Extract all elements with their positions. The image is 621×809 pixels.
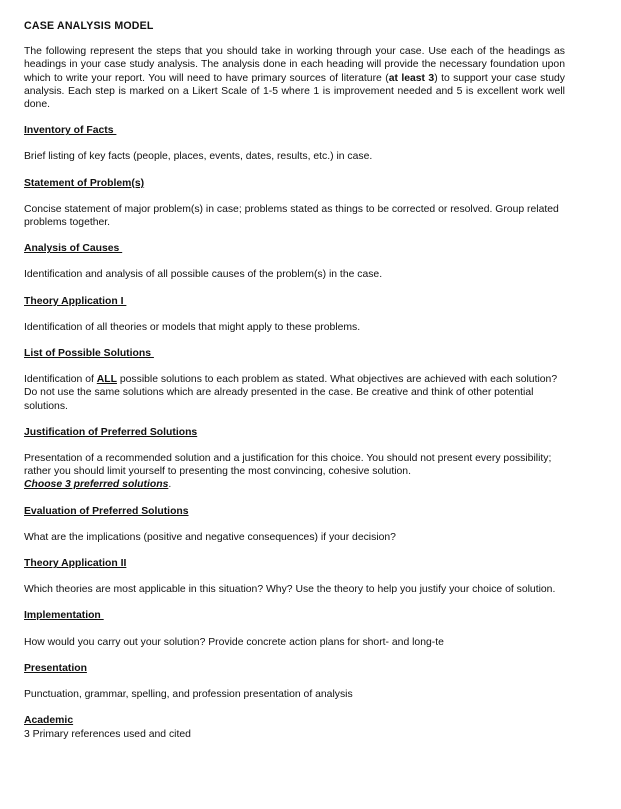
intro-bold-text: at least 3 (388, 72, 435, 84)
description-text-2: possible solutions to each problem as stated. What objectives are achieved with each solution? Do not use the same solutions which are already presented in the case. Be creative and think of other potential solutions. (24, 374, 558, 412)
section-heading: Evaluation of Preferred Solutions (24, 505, 189, 517)
section-evaluation-of-preferred-solutions (24, 505, 565, 544)
section-description (24, 452, 565, 492)
document-title: CASE ANALYSIS MODEL (24, 20, 154, 32)
section-heading: Justification of Preferred Solutions (24, 426, 198, 438)
section-description (24, 373, 565, 413)
section-description: Identification and analysis of all possible causes of the problem(s) in the case. (24, 269, 383, 281)
intro-text-2: ) to support your case study analysis. Each step is marked on a Likert Scale of 1-5 where 1 is improvement needed and 5 is excellent work well done. (24, 72, 565, 111)
section-academic (24, 714, 565, 740)
description-emphasis: ALL (96, 374, 117, 386)
section-heading: List of Possible Solutions (24, 348, 154, 360)
section-theory-application-1 (24, 295, 565, 334)
section-description: Concise statement of major problem(s) in case; problems stated as things to be corrected or resolved. Group related problems together. (24, 203, 559, 229)
section-theory-application-2 (24, 557, 565, 596)
description-text: Presentation of a recommended solution and a justification for this choice. You should not present every possibility; rather you should limit yourself to presenting the most convincing, cohesive solution. (24, 453, 552, 478)
section-inventory-of-facts (24, 124, 565, 163)
description-text-1: Identification of (24, 374, 97, 386)
section-heading: Inventory of Facts (24, 125, 117, 137)
section-heading: Theory Application II (24, 558, 127, 570)
description-note-line (24, 478, 565, 491)
section-description: Identification of all theories or models that might apply to these problems. (24, 321, 361, 333)
section-description: Punctuation, grammar, spelling, and profession presentation of analysis (24, 689, 353, 701)
section-heading: Statement of Problem(s) (24, 177, 145, 189)
section-heading: Academic (24, 715, 74, 727)
section-heading: Theory Application I (24, 295, 127, 307)
section-description: How would you carry out your solution? Provide concrete action plans for short- and long-te (24, 636, 444, 648)
section-heading: Analysis of Causes (24, 243, 123, 255)
section-description: What are the implications (positive and negative consequences) if your decision? (24, 531, 396, 543)
section-description: Which theories are most applicable in this situation? Why? Use the theory to help you justify your choice of solution. (24, 584, 556, 596)
section-justification-of-preferred-solutions (24, 426, 565, 492)
section-description: 3 Primary references used and cited (24, 728, 191, 740)
section-heading: Implementation (24, 610, 104, 622)
section-list-of-possible-solutions (24, 347, 565, 413)
description-note: Choose 3 preferred solutions (24, 479, 169, 491)
section-implementation (24, 609, 565, 648)
section-statement-of-problems (24, 177, 565, 230)
intro-paragraph (24, 45, 565, 111)
section-heading: Presentation (24, 662, 87, 674)
section-presentation (24, 662, 565, 701)
intro-text-1: The following represent the steps that you should take in working through your case. Use each of the headings as headings in your case study analysis. The analysis done in each heading will provide the necessary foundation upon which to write your report. You will need to have primary sources of literature ( (24, 46, 565, 84)
section-description: Brief listing of key facts (people, places, events, dates, results, etc.) in case. (24, 151, 373, 163)
section-analysis-of-causes (24, 242, 565, 281)
description-note-suffix: . (168, 479, 172, 491)
